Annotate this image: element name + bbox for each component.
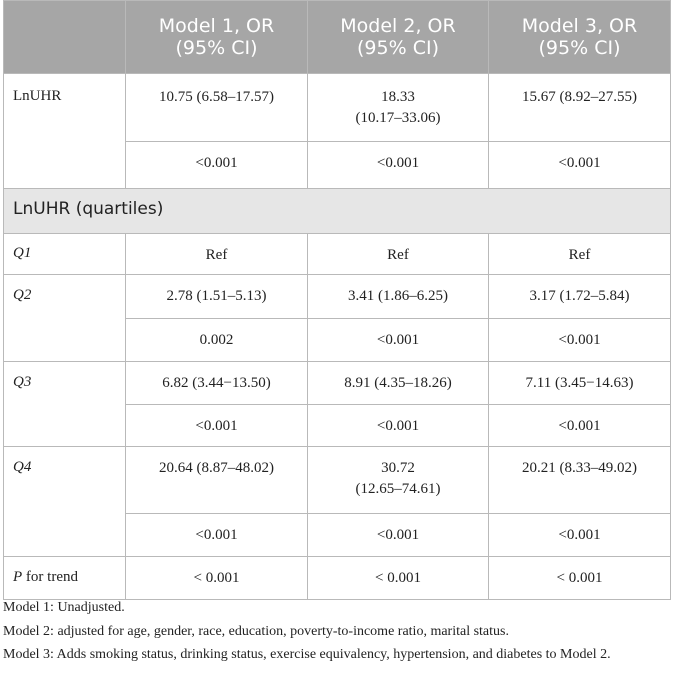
p-trend-italic: P xyxy=(13,569,23,585)
table-footnotes xyxy=(3,597,671,668)
table-row xyxy=(4,557,671,600)
cell-trend-value: < 0.001 xyxy=(308,557,489,600)
cell-value: 10.75 (6.58–17.57) xyxy=(126,74,308,142)
results-table xyxy=(3,0,671,600)
q2-label: Q2 xyxy=(13,287,32,303)
cell-value-line1: 30.72 xyxy=(381,460,415,476)
table-row xyxy=(4,74,671,142)
cell-p-value: <0.001 xyxy=(308,514,489,557)
cell-value: 2.78 (1.51–5.13) xyxy=(126,275,308,319)
header-model1-line2: (95% CI) xyxy=(175,37,258,59)
cell-value: 7.11 (3.45−14.63) xyxy=(489,362,671,405)
header-model1-line1: Model 1, OR xyxy=(158,15,275,37)
cell-value: 15.67 (8.92–27.55) xyxy=(489,74,671,142)
footnote-model2: Model 2: adjusted for age, gender, race, education, poverty-to-income ratio, marital status. xyxy=(3,623,509,639)
cell-p-value: <0.001 xyxy=(489,514,671,557)
header-model1 xyxy=(126,1,308,74)
p-trend-rest: for trend xyxy=(22,569,78,585)
header-model2-line2: (95% CI) xyxy=(357,37,439,59)
header-model3-line1: Model 3, OR xyxy=(521,15,638,37)
cell-value-line1: 18.33 xyxy=(381,89,415,105)
header-model2 xyxy=(308,1,489,74)
table-row xyxy=(4,275,671,319)
row-label-q2 xyxy=(4,275,126,362)
table-row xyxy=(4,234,671,275)
cell-p-value: <0.001 xyxy=(308,142,489,189)
header-model2-line1: Model 2, OR xyxy=(340,15,456,37)
cell-value-line2: (12.65–74.61) xyxy=(355,481,441,497)
q1-label: Q1 xyxy=(13,245,32,261)
section-title: LnUHR (quartiles) xyxy=(4,189,671,234)
footnote-model1: Model 1: Unadjusted. xyxy=(3,600,125,615)
cell-value: 3.17 (1.72–5.84) xyxy=(489,275,671,319)
header-row xyxy=(4,1,671,74)
cell-p-value: <0.001 xyxy=(489,142,671,189)
cell-p-value: 0.002 xyxy=(126,319,308,362)
cell-value: 20.21 (8.33–49.02) xyxy=(489,447,671,514)
row-label-q4 xyxy=(4,447,126,557)
row-label-p-trend xyxy=(4,557,126,600)
cell-value xyxy=(308,74,489,142)
row-label-q1 xyxy=(4,234,126,275)
header-model3 xyxy=(489,1,671,74)
cell-value: 20.64 (8.87–48.02) xyxy=(126,447,308,514)
cell-p-value: <0.001 xyxy=(126,405,308,447)
row-label-lnuhr: LnUHR xyxy=(4,74,126,189)
q3-label: Q3 xyxy=(13,374,32,390)
header-empty-cell xyxy=(4,1,126,74)
cell-p-value: <0.001 xyxy=(308,405,489,447)
section-row xyxy=(4,189,671,234)
footnote-model3: Model 3: Adds smoking status, drinking status, exercise equivalency, hypertension, and diabetes to Model 2. xyxy=(3,647,611,662)
row-label-q3 xyxy=(4,362,126,447)
cell-trend-value: < 0.001 xyxy=(126,557,308,600)
cell-value xyxy=(308,447,489,514)
header-model3-line2: (95% CI) xyxy=(538,37,621,59)
cell-value: 8.91 (4.35–18.26) xyxy=(308,362,489,405)
table-row xyxy=(4,447,671,514)
cell-p-value: <0.001 xyxy=(489,405,671,447)
cell-value: Ref xyxy=(489,234,671,275)
cell-value: 6.82 (3.44−13.50) xyxy=(126,362,308,405)
cell-trend-value: < 0.001 xyxy=(489,557,671,600)
table-row xyxy=(4,362,671,405)
cell-p-value: <0.001 xyxy=(126,142,308,189)
cell-value: Ref xyxy=(126,234,308,275)
cell-value: Ref xyxy=(308,234,489,275)
cell-p-value: <0.001 xyxy=(308,319,489,362)
cell-p-value: <0.001 xyxy=(126,514,308,557)
cell-p-value: <0.001 xyxy=(489,319,671,362)
cell-value: 3.41 (1.86–6.25) xyxy=(308,275,489,319)
q4-label: Q4 xyxy=(13,459,32,475)
cell-value-line2: (10.17–33.06) xyxy=(355,110,441,126)
